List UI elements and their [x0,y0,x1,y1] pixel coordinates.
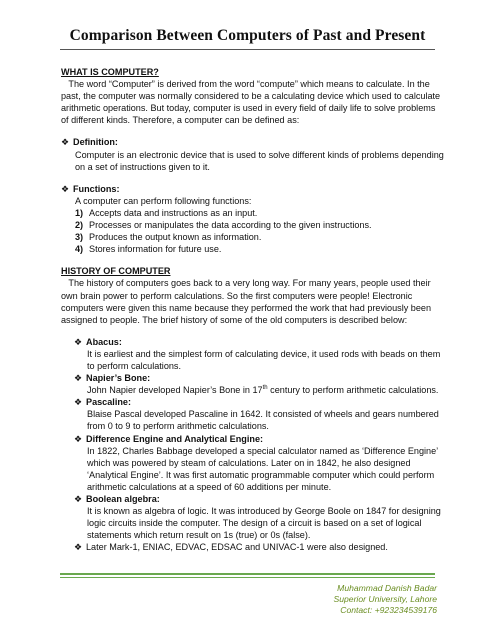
list-item: 2) Processes or manipulates the data according to the given instructions. [75,220,372,231]
diamond-bullet-icon: ❖ [74,433,83,444]
diamond-bullet-icon: ❖ [61,183,70,194]
diamond-bullet-icon: ❖ [74,397,83,408]
history-item-line: which was powered by steam of calculations. Later on in 1842, he also designed [87,457,411,468]
title-divider [60,49,435,50]
history-item-line: It is known as algebra of logic. It was introduced by George Boole on 1847 for designing [87,506,441,517]
diamond-bullet-icon: ❖ [74,336,83,347]
footer-divider [60,573,435,575]
diamond-bullet-icon: ❖ [61,137,70,148]
list-item: 3) Produces the output known as information. [75,232,262,243]
footer-author-block [334,583,438,617]
history-item-line: In 1822, Charles Babbage developed a special calculator named as ‘Difference Engine’ [87,445,439,456]
paragraph-line: of different kinds. Therefore, a computer can be defined as: [61,115,300,126]
section-heading-what-is-computer: WHAT IS COMPUTER? [61,67,159,77]
paragraph-line: computers were given this name because they performed the work that had previously been [61,302,432,313]
history-item-line: statements which return result on 1s (true) or 0s (false). [87,530,311,541]
history-item-line: John Napier developed Napier’s Bone in 17th century to perform arithmetic calculations. [87,385,439,396]
history-item-heading: ❖ Boolean algebra: [74,494,160,504]
paragraph-line: The word “Computer” is derived from the word “compute” which means to calculate. In the [61,79,430,90]
section-heading-history: HISTORY OF COMPUTER [61,266,171,277]
history-item-line: arithmetic calculations at a speed of 60 additions per minute. [87,481,332,492]
diamond-bullet-icon: ❖ [74,542,83,553]
paragraph-line: The history of computers goes back to a very long way. For many years, people used their [61,278,431,289]
list-item: 1) Accepts data and instructions as an input. [75,207,258,218]
history-item-heading: ❖ Difference Engine and Analytical Engine: [74,433,264,444]
document-body [61,66,444,553]
history-item-line: logic circuits inside the computer. The design of a circuit is based on a set of logical [87,518,422,529]
history-item-heading: ❖ Pascaline: [74,397,131,408]
author-name: Muhammad Danish Badar [337,583,437,593]
author-university: Superior University, Lahore [333,594,437,605]
diamond-bullet-icon: ❖ [74,494,83,504]
footer-divider-thin [60,577,435,578]
paragraph-line: own brain power to perform calculations. So the first computers were people! Electronic [61,290,413,301]
history-item-last: ❖ Later Mark-1, ENIAC, EDVAC, EDSAC and UNIVAC-1 were also designed. [74,542,388,553]
history-item-heading: ❖ Napier’s Bone: [74,373,151,384]
history-item-heading: ❖ Abacus: [74,336,122,347]
definition-line: on a set of instructions given to it. [75,161,210,172]
diamond-bullet-icon: ❖ [74,373,83,384]
definition-line: Computer is an electronic device that is used to solve different kinds of problems depending [75,149,444,160]
author-contact: Contact: +923234539176 [340,605,437,616]
page-title: Comparison Between Computers of Past and Present [69,27,426,44]
history-item-line: from 0 to 9 to perform arithmetic calculations. [87,421,269,432]
list-item: 4) Stores information for future use. [75,244,222,255]
history-item-line: ‘Analytical Engine’. It was first automatic programmable computer which could perform [87,469,435,480]
history-item-line: Blaise Pascal developed Pascaline in 1642. It consisted of wheels and gears numbered [87,409,439,420]
functions-intro: A computer can perform following functions: [75,195,252,206]
functions-heading: ❖ Functions: [61,183,120,194]
paragraph-line: assigned to people. The brief history of some of the old computers is described below: [61,314,408,325]
history-item-line: to perform calculations. [87,360,182,371]
paragraph-line: past, the computer was normally considered to be a calculating device which used to calculate [61,91,441,102]
definition-heading: ❖ Definition: [61,137,118,148]
paragraph-line: arithmetic operations. But today, computer is used in every field of daily life to solve problems [61,103,436,114]
history-item-line: It is earliest and the simplest form of calculating device, it used rods with beads on them [87,348,441,359]
